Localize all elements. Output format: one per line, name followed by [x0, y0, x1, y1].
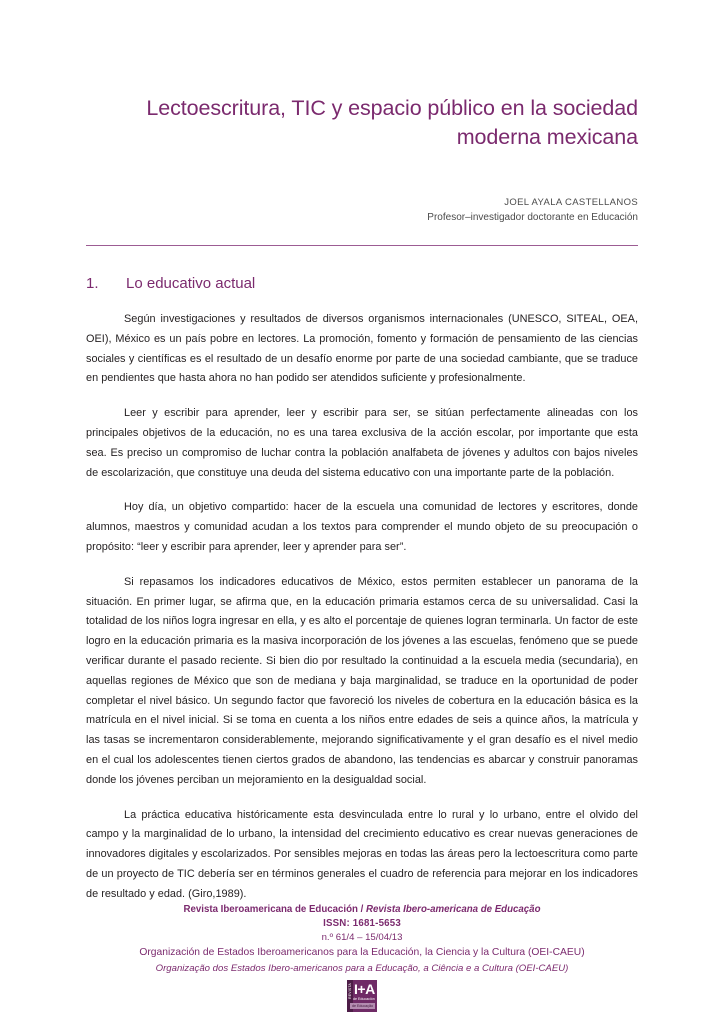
- section-heading: [86, 274, 638, 294]
- rie-journal-logo: [343, 980, 381, 1020]
- author-block: [86, 196, 638, 225]
- author-role: Profesor–investigador doctorante en Educación: [427, 212, 638, 223]
- paragraph: Hoy día, un objetivo compartido: hacer de la escuela una comunidad de lectores y escritores, donde alumnos, maestros y comunidad acudan a los textos para comprender el mundo objeto de su preocupación o propósito: “leer y escribir para aprender, leer y aprender para ser”.: [86, 501, 638, 553]
- footer-journal-separator: /: [357, 904, 367, 915]
- section-title: Lo educativo actual: [126, 275, 256, 292]
- logo-side-text: REVISTA: [348, 983, 352, 999]
- author-name: JOEL AYALA CASTELLANOS: [504, 197, 638, 208]
- footer-organization-es: Organización de Estados Iberoamericanos para la Educación, la Ciencia y la Cultura (OEI-CAEU): [139, 947, 585, 958]
- footer-journal-line: [86, 903, 638, 917]
- paragraph: Si repasamos los indicadores educativos de México, estos permiten establecer un panorama de la situación. En primer lugar, se afirma que, en la educación primaria estamos cerca de su universalidad. Casi la totalidad de los niños logra ingresar en ella, y es alto el porcentaje de quienes logran terminarla. Un factor de este logro en la educación primaria es la masiva incorporación de los jóvenes a las escuelas, fenómeno que se puede verificar durante el pasado reciente. Si bien dio por resultado la continuidad a la escuela media (secundaria), en aquellas regiones de México que son de mediana y baja marginalidad, se traduce en la oportunidad de poder completar el nivel básico. Un segundo factor que favoreció los niveles de cobertura en la educación básica es la matrícula en el nivel inicial. Si se toma en cuenta a los niños entre edades de seis a quince años, la matrícula y las tasas se incrementaron considerablemente, mejorando significativamente y el gran desafío es el nivel medio en el cual los adolescentes tienen ciertos grados de abandono, las tendencias es abarcar y construir panoramas donde los jóvenes perciban un mejoramiento en la desigualdad social.: [86, 575, 638, 786]
- header-divider: [86, 245, 638, 246]
- page-title: [86, 94, 638, 152]
- title-line-1: Lectoescritura, TIC y espacio público en la sociedad: [146, 96, 638, 120]
- footer-journal-es: Revista Iberoamericana de Educación: [183, 904, 358, 915]
- page-content: [86, 0, 638, 905]
- footer-issn: ISSN: 1681-5653: [323, 918, 401, 929]
- footer-logo-wrap: [0, 980, 724, 1020]
- title-block: [86, 0, 638, 152]
- page-footer: [86, 903, 638, 977]
- logo-subtitle-pt: de Educação: [350, 1003, 375, 1009]
- section-number: 1.: [86, 275, 99, 292]
- title-line-2: moderna mexicana: [456, 125, 638, 149]
- body-copy: [86, 310, 638, 905]
- paragraph: Leer y escribir para aprender, leer y escribir para ser, se sitúan perfectamente alineadas con los principales objetivos de la educación, no es una tarea exclusiva de la acción escolar, por importante que esta sea. Es preciso un compromiso de luchar contra la población analfabeta de jóvenes y adultos con bajos niveles de escolarización, que constituye una deuda del sistema educativo con una importante parte de la población.: [86, 407, 638, 479]
- paragraph: Según investigaciones y resultados de diversos organismos internacionales (UNESCO, SITEAL, OEA, OEI), México es un país pobre en lectores. La promoción, fomento y formación de pensamiento de las ciencias sociales y científicas es el resultado de un desafío enorme por parte de una sociedad cambiante, que se traduce en pendientes que hasta ahora no han podido ser atendidos suficiente y profesionalmente.: [86, 313, 638, 385]
- footer-journal-pt: Revista Ibero-americana de Educação: [366, 904, 541, 915]
- paragraph: La práctica educativa históricamente esta desvinculada entre lo rural y lo urbano, entre el olvido del campo y la marginalidad de lo urbano, la intensidad del crecimiento educativo es crear nuevas generaciones de innovadores digitales y escolarizados. Por sensibles mejoras en todas las áreas pero la lectoescritura como parte de un proyecto de TIC debería ser en términos generales el cuadro de referencia para mejorar en los indicadores de resultado y edad. (Giro,1989).: [86, 808, 638, 900]
- footer-organization-pt: Organização dos Estados Ibero-americanos para a Educação, a Ciência e a Cultura (OEI-CAEU): [155, 963, 569, 974]
- footer-issue: n.º 61/4 – 15/04/13: [321, 932, 403, 943]
- logo-mark: I+A: [354, 981, 375, 997]
- logo-subtitle-es: de Educación: [353, 997, 375, 1001]
